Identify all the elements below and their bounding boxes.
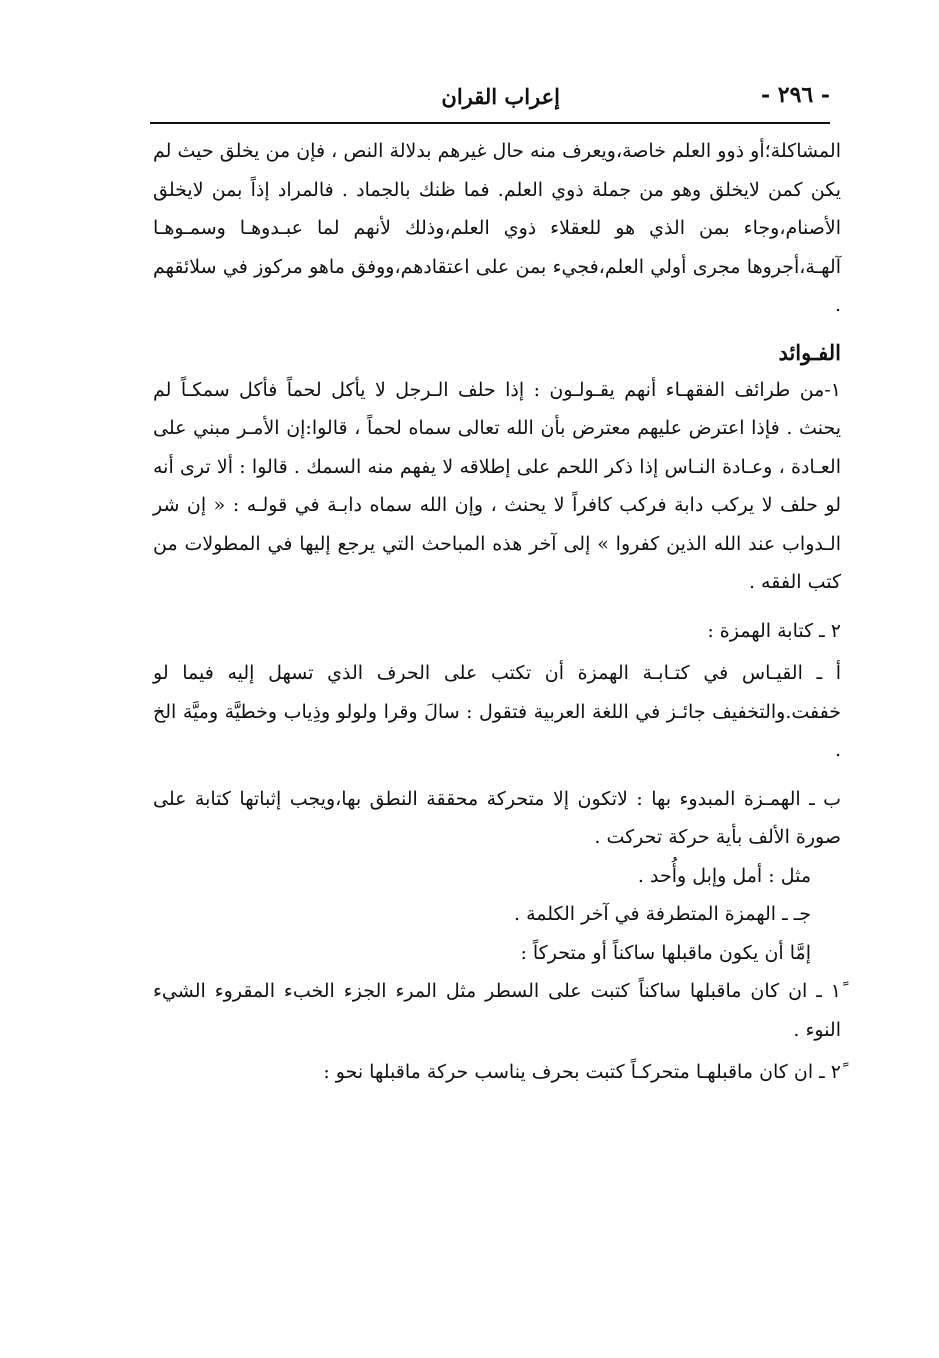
hamza-rule-b: ب ـ الهمـزة المبدوء بها : لاتكون إلا متحركة محققة النطق بها،ويجب إثباتها كتابة على صورة الألف بأية حركة تحركت . <box>153 787 841 848</box>
hamza-rule-b-example: مثل : أمل وإبل وأُحد . <box>637 864 811 887</box>
running-title: إعراب القران <box>441 84 560 109</box>
header-rule <box>150 122 830 124</box>
hamza-rule-c-intro: إمَّا أن يكون ماقبلها ساكناً أو متحركاً : <box>520 941 811 964</box>
benefit-1-paragraph: ١-من طرائف الفقهـاء أنهم يقـولـون : إذا حلف الـرجل لا يأكل لحماً فأكل سمكـاً لم يحنث . فإذا اعترض عليهم معترض بأن الله تعالى سماه لحماً ، قالوا:إن الأمـر مبني على العـادة ، وعـادة النـاس إذا ذكر اللحم على إطلاقه لا يفهم منه السمك . قالوا : ألا ترى أنه لو حلف لا يركب دابة فركب كافراً لا يحنث ، وإن الله سماه دابـة في قولـه : « إن شر الـدواب عند الله الذين كفروا » إلى آخر هذه المباحث التي يرجع إليها في المطولات من كتب الفقه . <box>153 378 841 593</box>
hamza-rule-c: جـ ـ الهمزة المتطرفة في آخر الكلمة . <box>513 903 811 925</box>
hamza-rule-c-1: ١ً ـ ان كان ماقبلها ساكناً كتبت على السطر مثل المرء الجزء الخبء المقروء الشيء النوء . <box>153 980 841 1041</box>
hamza-rule-c-2: ٢ً ـ ان كان ماقبلهـا متحركـاً كتبت بحرف يناسب حركة ماقبلها نحو : <box>323 1061 841 1083</box>
section-heading-fawaid: الفـوائد <box>778 339 841 365</box>
page-body <box>153 132 841 1092</box>
intro-paragraph: المشاكلة؛أو ذوو العلم خاصة،ويعرف منه حال غيرهم بدلالة النص ، فإن من يخلق حيث لم يكن كمن لايخلق وهو من جملة ذوي العلم. فما ظنك بالجماد . فالمراد إذاً بمن لايخلق الأصنام،وجاء بمن الذي هو للعقلاء ذوي العلم،وذلك لأنهم لما عبـدوهـا وسمـوهـا آلهـة،أجروها مجرى أولي العلم،فجيء بمن على اعتقادهم،ووفق ماهو مركوز في سلائقهم . <box>153 140 841 316</box>
page-header <box>150 82 830 118</box>
page-number: - ٢٩٦ - <box>760 82 830 108</box>
hamza-rule-a: أ ـ القيـاس في كتـابـة الهمزة أن تكتب على الحرف الذي تسهل إليه فيما لو خففت.والتخفيف جائـز في اللغة العربية فتقول : سالَ وقرا ولولو وذِياب وخطيَّة وميَّة الخ . <box>153 662 841 761</box>
benefit-2-title: ٢ ـ كتابة الهمزة : <box>707 619 841 642</box>
